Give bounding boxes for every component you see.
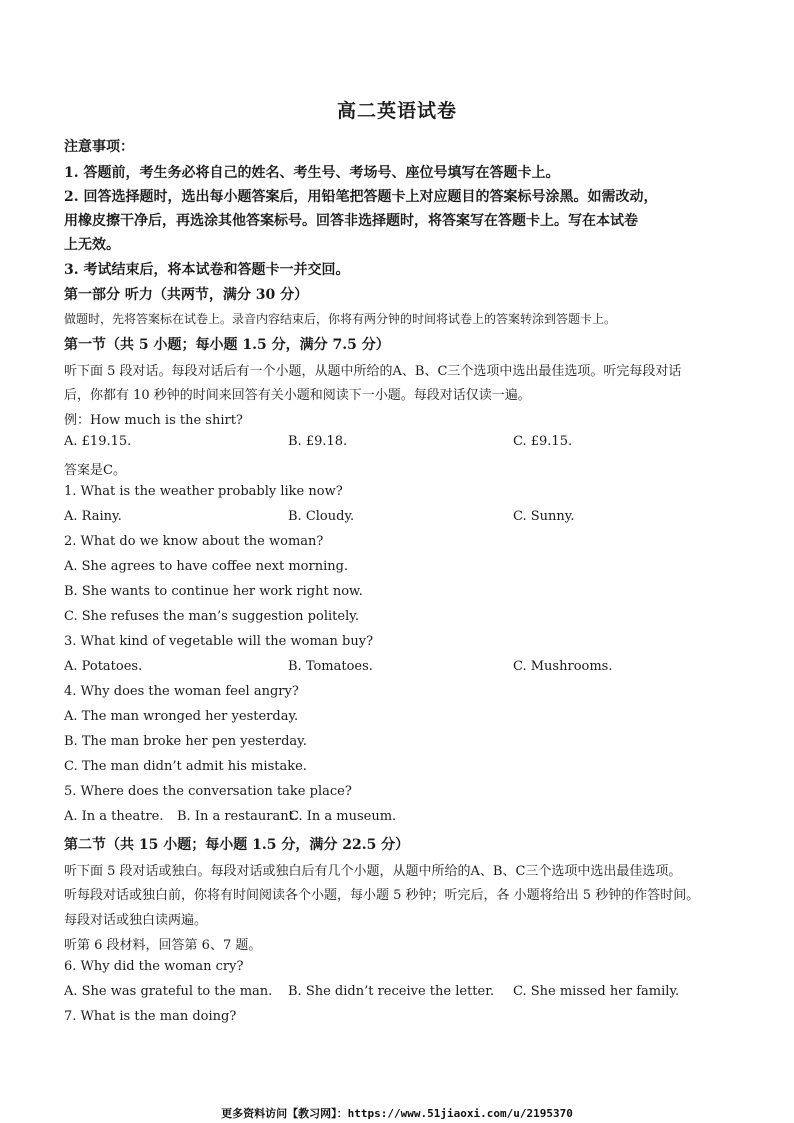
notice-item-1: 1. 答题前，考生务必将自己的姓名、考生号、考场号、座位号填写在答题卡上。 [64, 165, 560, 181]
part1-heading: 第一部分 听力（共两节，满分 30 分） [64, 287, 309, 303]
notice-item-2-end: 上无效。 [64, 237, 120, 253]
q3-option-b: B. Tomatoes. [288, 659, 373, 674]
notice-item-2: 2. 回答选择题时，选出每小题答案后，用铅笔把答题卡上对应题目的答案标号涂黑。如需改动， [64, 189, 658, 205]
section1-heading: 第一节（共 5 小题；每小题 1.5 分，满分 7.5 分） [64, 337, 390, 353]
section2-intro-cont: 听每段对话或独白前，你将有时间阅读各个小题，每小题 5 秒钟；听完后，各 小题将给出 5 秒钟的作答时间。 [64, 888, 700, 903]
section1-intro-cont: 后，你都有 10 秒钟的时间来回答有关小题和阅读下一小题。每段对话仅读一遍。 [64, 388, 531, 403]
q1-option-b: B. Cloudy. [288, 509, 355, 524]
notice-item-2-cont: 用橡皮擦干净后，再选涂其他答案标号。回答非选择题时，将答案写在答题卡上。写在本试卷 [64, 213, 638, 229]
example-option-c: C. £9.15. [513, 434, 573, 449]
example-option-b: B. £9.18. [288, 434, 348, 449]
question-2: 2. What do we know about the woman? [64, 534, 324, 549]
notice-item-3: 3. 考试结束后，将本试卷和答题卡一并交回。 [64, 262, 350, 278]
part1-intro: 做题时，先将答案标在试卷上。录音内容结束后，你将有两分钟的时间将试卷上的答案转涂到答题卡上。 [64, 312, 617, 326]
section1-intro: 听下面 5 段对话。每段对话后有一个小题，从题中所给的A、B、C三个选项中选出最佳选项。听完每段对话 [64, 364, 682, 379]
q2-option-c: C. She refuses the man’s suggestion politely. [64, 609, 359, 624]
question-7: 7. What is the man doing? [64, 1009, 237, 1024]
q6-option-b: B. She didn’t receive the letter. [288, 984, 495, 999]
q3-option-c: C. Mushrooms. [513, 659, 613, 674]
question-5: 5. Where does the conversation take place? [64, 784, 352, 799]
q4-option-a: A. The man wronged her yesterday. [64, 709, 299, 724]
question-6: 6. Why did the woman cry? [64, 959, 244, 974]
q2-option-b: B. She wants to continue her work right now. [64, 584, 363, 599]
q5-option-b: B. In a restaurant. [177, 809, 298, 824]
notice-heading: 注意事项： [64, 139, 134, 155]
q4-option-c: C. The man didn’t admit his mistake. [64, 759, 307, 774]
question-1: 1. What is the weather probably like now? [64, 484, 343, 499]
section2-heading: 第二节（共 15 小题；每小题 1.5 分，满分 22.5 分） [64, 837, 410, 853]
q1-option-a: A. Rainy. [64, 509, 122, 524]
q4-option-b: B. The man broke her pen yesterday. [64, 734, 307, 749]
example-question: 例：How much is the shirt? [64, 413, 243, 428]
example-option-a: A. £19.15. [64, 434, 132, 449]
q6-option-c: C. She missed her family. [513, 984, 680, 999]
q5-option-c: C. In a museum. [289, 809, 397, 824]
q6-option-a: A. She was grateful to the man. [64, 984, 273, 999]
question-4: 4. Why does the woman feel angry? [64, 684, 299, 699]
example-answer: 答案是C。 [64, 463, 126, 478]
q3-option-a: A. Potatoes. [64, 659, 143, 674]
q1-option-c: C. Sunny. [513, 509, 575, 524]
material-6-label: 听第 6 段材料，回答第 6、7 题。 [64, 938, 262, 953]
footer-link[interactable]: 更多资料访问【教习网】：https://www.51jiaoxi.com/u/2195370 [221, 1107, 573, 1120]
question-3: 3. What kind of vegetable will the woman buy? [64, 634, 374, 649]
q2-option-a: A. She agrees to have coffee next morning. [64, 559, 349, 574]
section2-intro-end: 每段对话或独白读两遍。 [64, 913, 208, 928]
section2-intro: 听下面 5 段对话或独白。每段对话或独白后有几个小题，从题中所给的A、B、C三个选项中选出最佳选项。 [64, 864, 682, 879]
q5-option-a: A. In a theatre. [64, 809, 164, 824]
page-title: 高二英语试卷 [336, 100, 457, 122]
